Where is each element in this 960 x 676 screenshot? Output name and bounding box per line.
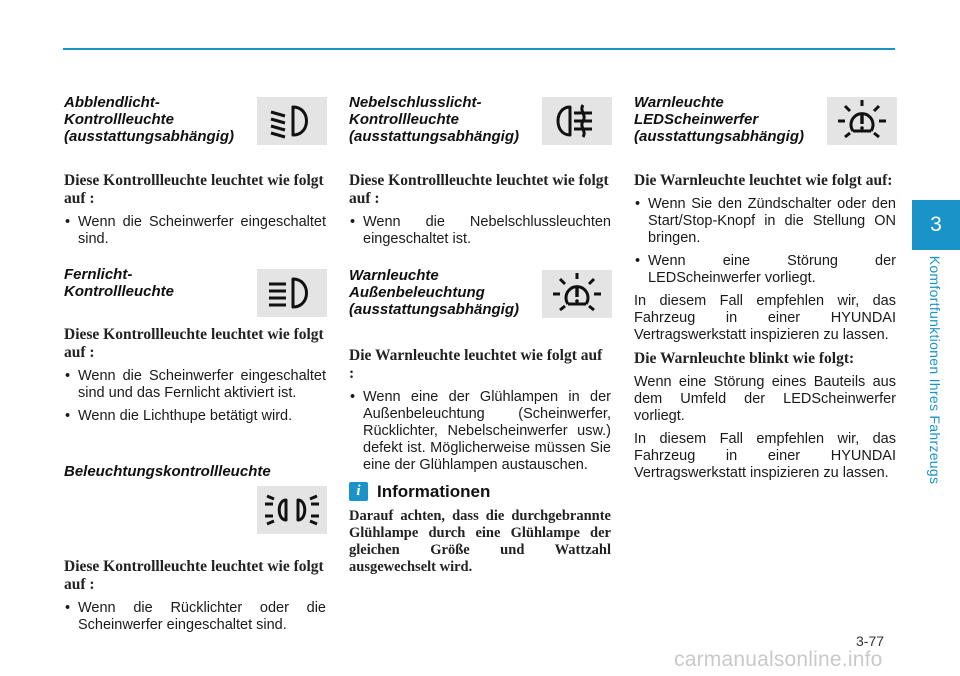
page-number: 3-77 [856, 633, 885, 649]
bullet-list [64, 600, 326, 634]
section-title: Warnleuchte LEDScheinwerfer (ausstattungsabhängig) [634, 94, 805, 145]
rear-fog-icon [542, 97, 612, 145]
watermark: carmanualsonline.info [674, 648, 883, 671]
section-lead: Diese Kontrollleuchte leuchtet wie folgt auf : [64, 558, 324, 593]
list-item: • Wenn die Nebelschlussleuchten eingeschaltet ist. [349, 214, 611, 248]
info-icon: i [349, 482, 368, 501]
bullet-list [634, 196, 896, 287]
section-low-beam [64, 92, 326, 254]
section-exterior-light-warning [349, 265, 611, 576]
section-lead-2: Die Warnleuchte blinkt wie folgt: [634, 350, 855, 367]
section-title: Abblendlicht- Kontrollleuchte (ausstattungsabhängig) [64, 94, 235, 145]
section-title: Beleuchtungskontrollleuchte [64, 463, 271, 480]
body-paragraph: Wenn eine Störung eines Bauteils aus dem Umfeld der LEDScheinwerfer vorliegt. [634, 374, 896, 424]
list-item: • Wenn eine Störung der LEDScheinwerfer vorliegt. [634, 253, 896, 287]
led-headlamp-warning-icon [827, 97, 897, 145]
body-paragraph: In diesem Fall empfehlen wir, das Fahrzeug in einer HYUNDAI Vertragswerkstatt inspizieren zu lassen. [634, 293, 896, 343]
section-lead: Die Warnleuchte leuchtet wie folgt auf : [349, 347, 603, 382]
info-text: Darauf achten, dass die durchgebrannte Glühlampe durch eine Glühlampe der gleichen Größe und Wattzahl ausgewechselt wird. [349, 508, 611, 575]
list-item: • Wenn die Scheinwerfer eingeschaltet sind und das Fernlicht aktiviert ist. [64, 368, 326, 402]
section-lead: Diese Kontrollleuchte leuchtet wie folgt auf : [349, 172, 609, 207]
low-beam-icon [257, 97, 327, 145]
bullet-list [64, 368, 326, 425]
list-item: • Wenn die Rücklichter oder die Scheinwerfer eingeschaltet sind. [64, 600, 326, 634]
section-title: Fernlicht- Kontrollleuchte [64, 266, 175, 300]
section-title: Warnleuchte Außenbeleuchtung (ausstattungsabhängig) [349, 267, 520, 318]
section-led-headlamp-warning [634, 92, 896, 488]
high-beam-icon [257, 269, 327, 317]
bullet-list [349, 214, 611, 248]
list-item: • Wenn eine der Glühlampen in der Außenbeleuchtung (Scheinwerfer, Rücklichter, Nebelscheinwerfer usw.) defekt ist. Möglicherweise müssen Sie eine der Glühlampen austauschen. [349, 389, 611, 474]
section-title: Nebelschlusslicht- Kontrollleuchte (ausstattungsabhängig) [349, 94, 520, 145]
chapter-tab: 3 [912, 200, 960, 250]
section-lead: Diese Kontrollleuchte leuchtet wie folgt auf : [64, 326, 324, 361]
light-on-icon [257, 486, 327, 534]
header-rule [63, 48, 895, 50]
body-paragraph: In diesem Fall empfehlen wir, das Fahrzeug in einer HYUNDAI Vertragswerkstatt inspizieren zu lassen. [634, 431, 896, 481]
section-light-on [64, 461, 326, 640]
section-rear-fog [349, 92, 611, 254]
info-title: Informationen [377, 482, 491, 501]
list-item: • Wenn die Lichthupe betätigt wird. [64, 408, 326, 425]
exterior-light-warning-icon [542, 270, 612, 318]
bullet-list [64, 214, 326, 248]
section-lead: Diese Kontrollleuchte leuchtet wie folgt auf : [64, 172, 324, 207]
info-header [349, 480, 611, 504]
bullet-list [349, 389, 611, 474]
list-item: • Wenn Sie den Zündschalter oder den Start/Stop-Knopf in die Stellung ON bringen. [634, 196, 896, 247]
list-item: • Wenn die Scheinwerfer eingeschaltet sind. [64, 214, 326, 248]
section-lead: Die Warnleuchte leuchtet wie folgt auf: [634, 172, 893, 189]
section-high-beam [64, 264, 326, 431]
chapter-title: Komfortfunktionen Ihres Fahrzeugs [927, 255, 943, 485]
